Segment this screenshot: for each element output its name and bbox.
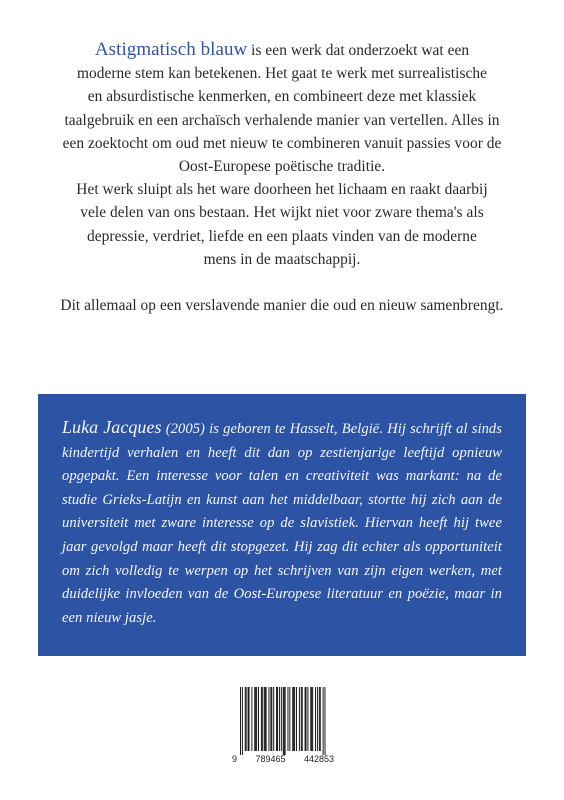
barcode-bar <box>296 687 297 751</box>
barcode-bar <box>325 687 326 755</box>
barcode-bar <box>284 687 285 755</box>
paragraph-gap <box>30 271 534 294</box>
barcode-digit-first: 9 <box>232 754 238 764</box>
barcode-bar <box>255 687 256 751</box>
blurb-line-6: Oost-Europese poëtische traditie. <box>178 158 386 176</box>
barcode-digits-left: 789465 <box>255 754 286 764</box>
author-bio-text: (2005) is geboren te Hasselt, België. Hij schrijft al sinds kindertijd verhalen en heeft dit dan op zestienjarige leeftijd opnieuw opgepakt. Een interesse voor talen en creativiteit was markant: na de studie Grieks-Latijn en kunst aan het middelbaar, stortte hij zich aan de universiteit met zware interesse op de slavistiek. Hiervan heeft hij twee jaar gevolgd maar heeft dit stopgezet. Hij zag dit echter als opportuniteit om zich volledig te werpen op het schrijven van zijn eigen werken, met duidelijke invloeden van de Oost-Europese literatuur en poëzie, maar in een nieuw jasje. <box>62 421 502 626</box>
barcode-bar <box>246 687 247 751</box>
barcode-bar <box>265 687 266 751</box>
blurb-line-4: taalgebruik en een archaïsch verhalende manier van vertellen. Alles in <box>64 111 500 129</box>
blurb-line-9: depressie, verdriet, liefde en een plaats vinden van de moderne <box>87 227 477 245</box>
barcode-bar <box>288 687 289 751</box>
barcode-bar <box>279 687 280 751</box>
barcode-bar <box>299 687 300 751</box>
barcode-digits-right: 442853 <box>303 754 334 764</box>
barcode-bar <box>245 687 246 751</box>
blurb-closing: Dit allemaal op een verslavende manier die oud en nieuw samenbrengt. <box>60 297 504 315</box>
barcode-bar <box>264 687 265 751</box>
barcode-bar <box>289 687 290 751</box>
barcode-bar <box>262 687 263 751</box>
blurb-line-1: Astigmatisch blauw is een werk dat onderzoekt wat een <box>94 39 470 60</box>
barcode-bar <box>301 687 302 751</box>
barcode-bar <box>248 687 249 751</box>
barcode-bar <box>254 687 255 751</box>
author-bio-box <box>38 394 526 656</box>
barcode-bar <box>310 687 311 751</box>
barcode-bar <box>276 687 277 751</box>
barcode-bar <box>319 687 320 751</box>
barcode-bar <box>258 687 259 751</box>
barcode-bars <box>232 685 334 755</box>
blurb-line-10: mens in de maatschappij. <box>203 250 361 268</box>
barcode-bar <box>240 687 241 755</box>
blurb-line-3: en absurdistische kenmerken, en combineert deze met klassiek <box>87 88 477 106</box>
barcode-bar <box>249 687 250 751</box>
barcode-bar <box>285 687 286 755</box>
barcode-bar <box>315 687 316 751</box>
barcode-bar <box>311 687 312 751</box>
author-name: Luka Jacques <box>62 417 162 437</box>
barcode-bar <box>317 687 318 751</box>
blurb-line-8: vele delen van ons bestaan. Het wijkt niet voor zware thema's als <box>80 204 484 222</box>
barcode-bar <box>271 687 272 751</box>
barcode-bar <box>269 687 270 751</box>
barcode-bar <box>294 687 295 751</box>
barcode-bar <box>292 687 293 751</box>
barcode-bar <box>283 687 284 755</box>
blurb-line-2: moderne stem kan betekenen. Het gaat te werk met surrealistische <box>76 65 488 83</box>
book-title: Astigmatisch blauw <box>94 39 248 60</box>
barcode-bar <box>251 687 252 751</box>
barcode-bar <box>320 687 321 751</box>
barcode-bar <box>266 687 267 751</box>
barcode-bar <box>256 687 257 751</box>
barcode-bar <box>323 687 324 755</box>
barcode-bar <box>277 687 278 751</box>
barcode-bar <box>302 687 303 751</box>
blurb-line-5: een zoektocht om oud met nieuw te combineren vanuit passies voor de <box>62 134 502 152</box>
barcode-bar <box>273 687 274 751</box>
barcode-digits <box>232 754 334 764</box>
barcode-bar <box>307 687 308 751</box>
author-bio <box>62 416 502 630</box>
barcode-bar <box>305 687 306 751</box>
barcode-bar <box>312 687 313 751</box>
barcode-bar <box>306 687 307 751</box>
back-cover-blurb <box>30 38 534 317</box>
barcode-bar <box>261 687 262 751</box>
barcode-bar <box>293 687 294 751</box>
barcode-bar <box>270 687 271 751</box>
barcode-bar <box>242 687 243 755</box>
isbn-barcode <box>232 685 334 771</box>
blurb-line-7: Het werk sluipt als het ware doorheen het lichaam en raakt daarbij <box>76 181 488 199</box>
barcode-bar <box>281 687 282 751</box>
